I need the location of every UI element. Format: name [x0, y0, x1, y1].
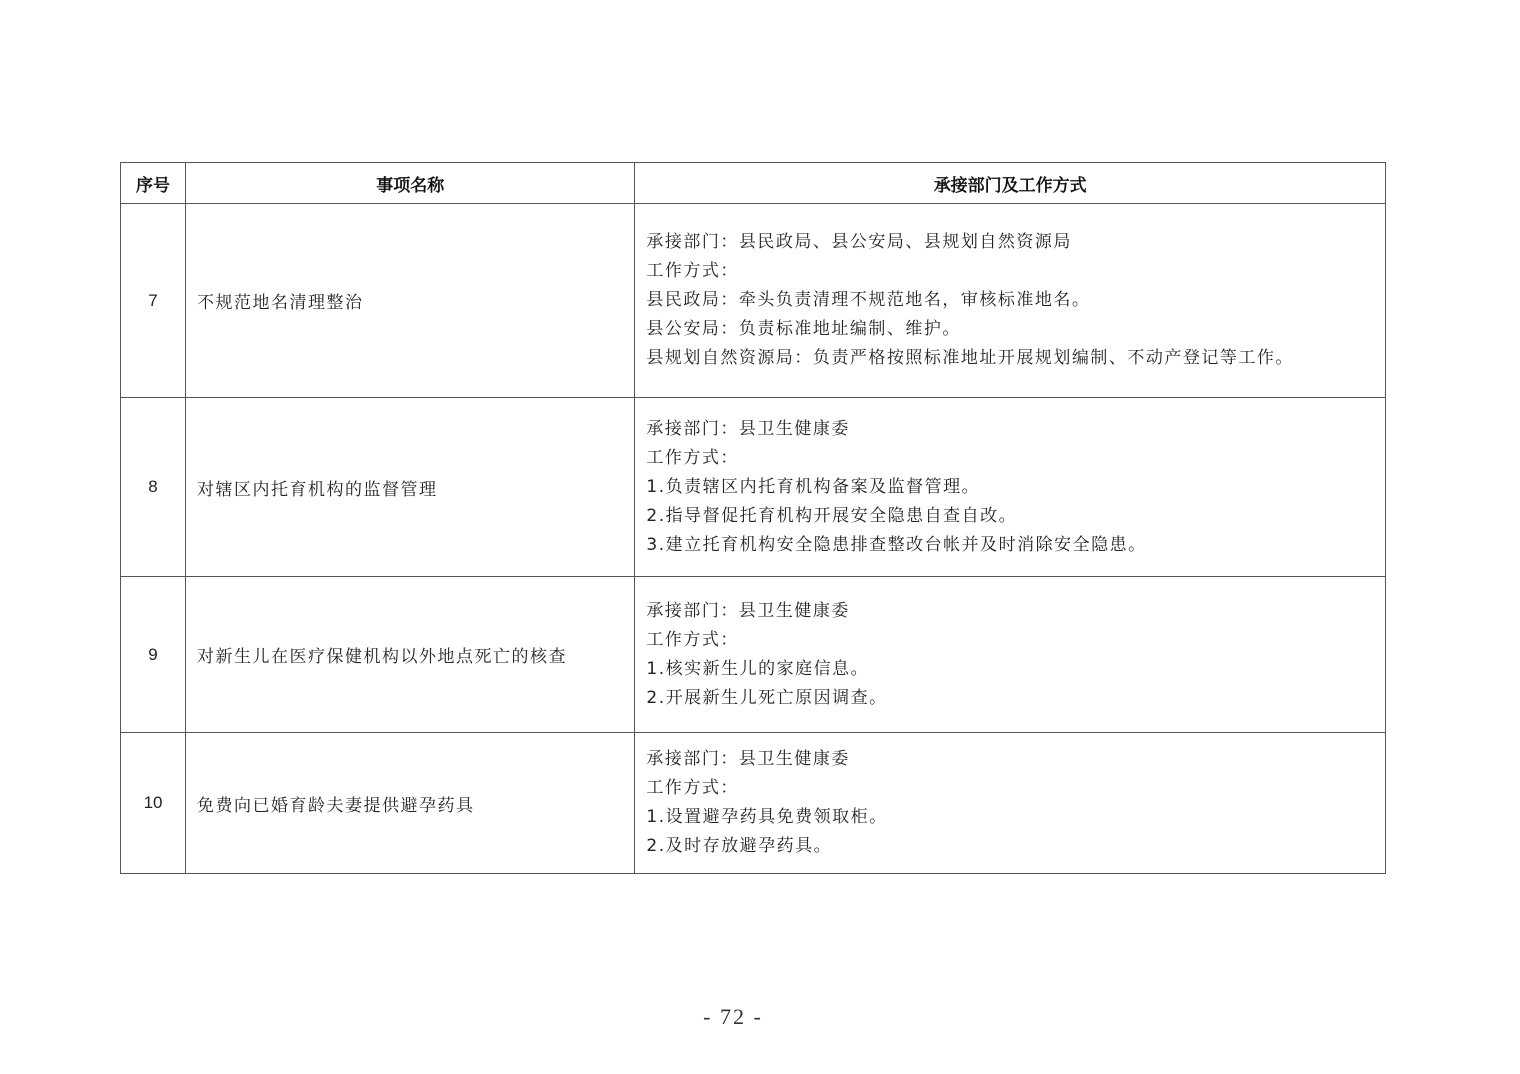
method-line: 2.指导督促托育机构开展安全隐患自查自改。 [646, 505, 1018, 526]
method-line: 1.设置避孕药具免费领取柜。 [646, 807, 888, 827]
matters-table [120, 162, 1386, 874]
department-line: 承接部门：县卫生健康委 [646, 600, 850, 621]
method-line: 1.负责辖区内托育机构备案及监督管理。 [646, 476, 981, 497]
row-serial-number: 8 [121, 398, 186, 577]
header-matter-name: 事项名称 [186, 163, 635, 204]
method-label: 工作方式： [646, 629, 739, 650]
method-label: 工作方式： [646, 778, 739, 798]
table-header-row [121, 163, 1386, 204]
method-line: 1.核实新生儿的家庭信息。 [646, 658, 870, 679]
row-department-method [635, 577, 1386, 733]
row-serial-number: 7 [121, 204, 186, 398]
row-department-method [635, 398, 1386, 577]
method-line: 县公安局：负责标准地址编制、维护。 [646, 319, 961, 339]
row-matter-name: 免费向已婚育龄夫妻提供避孕药具 [186, 733, 635, 874]
row-department-method [635, 204, 1386, 398]
page-number: - 72 - [703, 1004, 763, 1029]
table-row [121, 204, 1386, 398]
row-serial-number: 10 [121, 733, 186, 874]
row-matter-name: 对辖区内托育机构的监督管理 [186, 398, 635, 577]
method-line: 2.开展新生儿死亡原因调查。 [646, 687, 888, 708]
row-matter-name: 不规范地名清理整治 [186, 204, 635, 398]
method-label: 工作方式： [646, 447, 739, 468]
department-line: 承接部门：县卫生健康委 [646, 749, 850, 769]
method-line: 县规划自然资源局：负责严格按照标准地址开展规划编制、不动产登记等工作。 [646, 348, 1294, 368]
header-department-method: 承接部门及工作方式 [635, 163, 1386, 204]
table-row [121, 577, 1386, 733]
row-matter-name: 对新生儿在医疗保健机构以外地点死亡的核查 [186, 577, 635, 733]
department-line: 承接部门：县民政局、县公安局、县规划自然资源局 [646, 232, 1072, 252]
header-serial-number: 序号 [121, 163, 186, 204]
method-line: 县民政局：牵头负责清理不规范地名，审核标准地名。 [646, 290, 1091, 310]
row-department-method [635, 733, 1386, 874]
method-line: 3.建立托育机构安全隐患排查整改台帐并及时消除安全隐患。 [646, 534, 1147, 555]
table-row [121, 398, 1386, 577]
department-line: 承接部门：县卫生健康委 [646, 418, 850, 439]
row-serial-number: 9 [121, 577, 186, 733]
method-line: 2.及时存放避孕药具。 [646, 836, 833, 856]
table-row [121, 733, 1386, 874]
method-label: 工作方式： [646, 261, 739, 281]
